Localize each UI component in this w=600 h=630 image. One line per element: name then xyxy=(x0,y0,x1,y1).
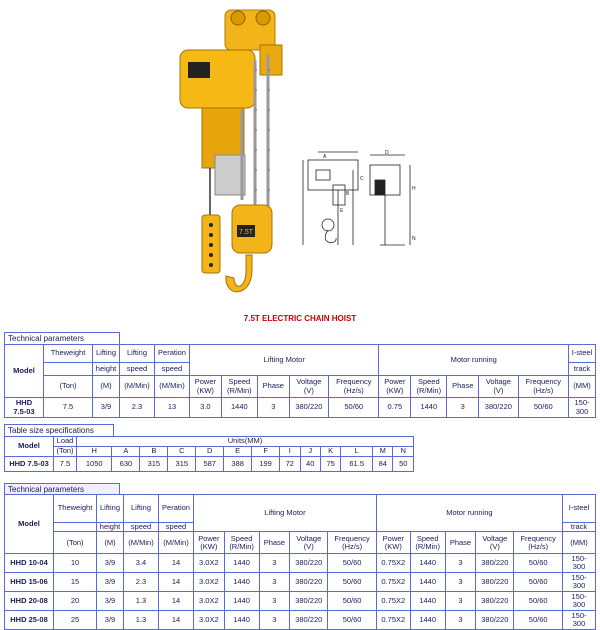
col-model: Model xyxy=(5,437,54,457)
col-units: Units(MM) xyxy=(77,437,414,447)
cell: D xyxy=(196,447,224,457)
cell-track xyxy=(563,611,596,630)
cell-mr-freq: 50/60 xyxy=(514,573,563,592)
cell: B xyxy=(140,447,168,457)
cell xyxy=(289,376,328,398)
cell-mr-voltage: 380/220 xyxy=(476,554,514,573)
freq-label: Frequency xyxy=(525,377,561,387)
cell-lm-freq: 50/60 xyxy=(328,554,377,573)
power-label: Power xyxy=(384,377,406,387)
voltage-unit: (V) xyxy=(493,385,504,395)
cell-track xyxy=(563,592,596,611)
cell: Phase xyxy=(447,376,479,398)
col-lift-height: Lifting xyxy=(97,495,124,523)
cell-lm-power: 3.0X2 xyxy=(194,592,225,611)
cell-lift-h: 3/9 xyxy=(97,573,124,592)
power-label: Power xyxy=(194,377,217,387)
cell: 1050 xyxy=(77,457,112,472)
col-op-speed: Peration xyxy=(159,495,194,523)
cell: (M) xyxy=(97,532,124,554)
freq-unit: (Hz/s) xyxy=(528,541,549,551)
cell: track xyxy=(563,523,596,532)
cell: 3/9 xyxy=(93,398,120,418)
cell-mr-power: 0.75X2 xyxy=(376,573,410,592)
cell-mr-speed: 1440 xyxy=(410,611,445,630)
cell-lm-speed: 1440 xyxy=(224,573,259,592)
speed-unit: (R/Min) xyxy=(229,541,254,551)
cell: 3.0 xyxy=(190,398,222,418)
col-lift-height: Lifting xyxy=(93,345,120,363)
speed-unit: (R/Min) xyxy=(415,541,440,551)
cell xyxy=(410,532,445,554)
track-line2: 300 xyxy=(575,406,589,416)
cell-op-s: 14 xyxy=(159,592,194,611)
cell: 50 xyxy=(393,457,414,472)
table-row xyxy=(5,592,596,611)
cell-mr-power: 0.75X2 xyxy=(376,554,410,573)
table-row xyxy=(5,457,414,472)
cell-track xyxy=(563,573,596,592)
cell xyxy=(411,376,447,398)
speed-unit: (R/Min) xyxy=(227,385,252,395)
cell: H xyxy=(77,447,112,457)
cell: L xyxy=(341,447,373,457)
cell-weight: 20 xyxy=(54,592,97,611)
col-track: I-steel xyxy=(563,495,596,523)
table3-title: Technical parameters xyxy=(4,483,120,495)
speed-label: Speed xyxy=(230,533,253,543)
cell xyxy=(479,376,518,398)
cell-lift-s: 3.4 xyxy=(124,554,159,573)
cell: 388 xyxy=(224,457,252,472)
cell: A xyxy=(112,447,140,457)
cell: 7.5 xyxy=(44,398,93,418)
track-line2: 300 xyxy=(572,600,586,610)
track-line1: 150- xyxy=(571,573,587,582)
model-line2: 7.5-03 xyxy=(13,406,35,416)
cell-mr-voltage: 380/220 xyxy=(476,611,514,630)
track-line1: 150- xyxy=(574,398,590,408)
cell: (M/Min) xyxy=(159,532,194,554)
cell-lift-h: 3/9 xyxy=(97,554,124,573)
cell: 380/220 xyxy=(479,398,518,418)
cell: 7.5 xyxy=(54,457,77,472)
hook xyxy=(226,255,252,292)
cell-lm-power: 3.0X2 xyxy=(194,611,225,630)
size-spec-table xyxy=(4,436,414,472)
table-row xyxy=(5,573,596,592)
voltage-unit: (V) xyxy=(489,541,500,551)
table2-title: Table size specifications xyxy=(4,424,114,436)
col-track: I-steel xyxy=(569,345,596,363)
cell: J xyxy=(300,447,320,457)
col-model: Model xyxy=(5,495,54,554)
cell: E xyxy=(224,447,252,457)
cell-mr-voltage: 380/220 xyxy=(476,592,514,611)
cell xyxy=(569,398,596,418)
cell-mr-freq: 50/60 xyxy=(514,554,563,573)
cell: (MM) xyxy=(563,532,596,554)
cell: 61.5 xyxy=(341,457,373,472)
freq-label: Frequency xyxy=(520,533,556,543)
speed-label: Speed xyxy=(416,533,439,543)
cell-lift-h: 3/9 xyxy=(97,611,124,630)
cell xyxy=(224,532,259,554)
cell-lift-s: 2.3 xyxy=(124,573,159,592)
cell: 13 xyxy=(155,398,190,418)
cell-mr-phase: 3 xyxy=(445,611,476,630)
cell xyxy=(194,532,225,554)
speed-unit: (R/Min) xyxy=(416,385,442,395)
cell-lm-voltage: 380/220 xyxy=(290,554,328,573)
dim-label: B xyxy=(346,191,350,197)
nameplate xyxy=(188,62,210,78)
cell: 2.3 xyxy=(120,398,155,418)
cell: track xyxy=(569,363,596,376)
cell: 84 xyxy=(373,457,393,472)
capacity-badge: 7.5T xyxy=(239,229,254,236)
track-line1: 150- xyxy=(571,554,587,563)
model-line1: HHD xyxy=(15,398,33,408)
cell-mr-speed: 1440 xyxy=(410,573,445,592)
col-weight: Theweight xyxy=(44,345,93,363)
cell-mr-power: 0.75X2 xyxy=(376,611,410,630)
freq-unit: (Hz/s) xyxy=(343,385,364,395)
cell-mr-speed: 1440 xyxy=(410,592,445,611)
voltage-label: Voltage xyxy=(296,533,322,543)
cell: 1440 xyxy=(221,398,257,418)
cell: speed xyxy=(120,363,155,376)
cell-mr-voltage: 380/220 xyxy=(476,573,514,592)
cell: K xyxy=(320,447,340,457)
cell-mr-power: 0.75X2 xyxy=(376,592,410,611)
power-unit: (KW) xyxy=(384,541,402,551)
cell-lm-freq: 50/60 xyxy=(328,611,377,630)
track-line2: 300 xyxy=(572,562,586,572)
track-line1: 150- xyxy=(571,611,587,620)
power-unit: (KW) xyxy=(200,541,218,551)
table-row xyxy=(5,554,596,573)
freq-unit: (Hz/s) xyxy=(342,541,363,551)
cell-lift-h: 3/9 xyxy=(97,592,124,611)
speed-label: Speed xyxy=(228,377,251,387)
cell xyxy=(518,376,568,398)
cell xyxy=(514,532,563,554)
cell-lm-power: 3.0X2 xyxy=(194,573,225,592)
cell-lm-phase: 3 xyxy=(259,592,290,611)
cell: 380/220 xyxy=(289,398,328,418)
col-lifting-motor: Lifting Motor xyxy=(190,345,379,376)
col-motor-running: Motor running xyxy=(376,495,562,532)
cell xyxy=(190,376,222,398)
cell-mr-freq: 50/60 xyxy=(514,611,563,630)
cell-lm-phase: 3 xyxy=(259,573,290,592)
col-load: Load xyxy=(54,437,77,447)
voltage-label: Voltage xyxy=(482,533,508,543)
cell: (M/Min) xyxy=(120,376,155,398)
voltage-label: Voltage xyxy=(485,377,511,387)
cell-op-s: 14 xyxy=(159,611,194,630)
cell: 0.75 xyxy=(379,398,411,418)
cell-weight: 25 xyxy=(54,611,97,630)
cell xyxy=(379,376,411,398)
cell: speed xyxy=(159,523,194,532)
cell: 199 xyxy=(252,457,280,472)
cell: 40 xyxy=(300,457,320,472)
cell: 1440 xyxy=(411,398,447,418)
hoist-photo xyxy=(160,0,300,305)
cell-lift-s: 1.3 xyxy=(124,611,159,630)
cell: 315 xyxy=(140,457,168,472)
track-line2: 300 xyxy=(572,581,586,591)
cell: HHD 7.5-03 xyxy=(5,457,54,472)
cell-lm-phase: 3 xyxy=(259,554,290,573)
cell: height xyxy=(97,523,124,532)
cell: I xyxy=(280,447,300,457)
front-view-drawing xyxy=(360,150,430,255)
cell: 315 xyxy=(168,457,196,472)
cell: height xyxy=(93,363,120,376)
power-unit: (KW) xyxy=(386,385,404,395)
cell-weight: 15 xyxy=(54,573,97,592)
cell: 50/60 xyxy=(329,398,379,418)
cell: Phase xyxy=(445,532,476,554)
cell-track xyxy=(563,554,596,573)
cell: M xyxy=(373,447,393,457)
cell-lm-phase: 3 xyxy=(259,611,290,630)
power-unit: (KW) xyxy=(196,385,214,395)
cell-model: HHD 20-08 xyxy=(5,592,54,611)
cell xyxy=(328,532,377,554)
cell: (MM) xyxy=(569,376,596,398)
cell-lm-freq: 50/60 xyxy=(328,573,377,592)
motor-housing xyxy=(180,50,255,108)
speed-label: Speed xyxy=(417,377,440,387)
col-weight: Theweight xyxy=(54,495,97,523)
cell-lm-freq: 50/60 xyxy=(328,592,377,611)
cell: F xyxy=(252,447,280,457)
freq-label: Frequency xyxy=(334,533,370,543)
cell-lm-speed: 1440 xyxy=(224,611,259,630)
product-caption: 7.5T ELECTRIC CHAIN HOIST xyxy=(243,314,357,323)
voltage-label: Voltage xyxy=(296,377,322,387)
track-line2: 300 xyxy=(572,619,586,629)
cell: 3 xyxy=(447,398,479,418)
cell-model: HHD 25-08 xyxy=(5,611,54,630)
cell-op-s: 14 xyxy=(159,554,194,573)
dim-label: D xyxy=(385,150,389,156)
cell-lm-voltage: 380/220 xyxy=(290,592,328,611)
cell: (M/Min) xyxy=(155,376,190,398)
cell-lm-speed: 1440 xyxy=(224,592,259,611)
col-motor-running: Motor running xyxy=(379,345,569,376)
cell-mr-freq: 50/60 xyxy=(514,592,563,611)
cell xyxy=(329,376,379,398)
table-row xyxy=(5,611,596,630)
cell: 3 xyxy=(257,398,289,418)
power-label: Power xyxy=(382,533,404,543)
voltage-unit: (V) xyxy=(303,541,314,551)
dim-label: H xyxy=(412,186,416,192)
cell: (Ton) xyxy=(54,532,97,554)
freq-unit: (Hz/s) xyxy=(533,385,554,395)
power-label: Power xyxy=(198,533,220,543)
cell: (Ton) xyxy=(44,376,93,398)
col-lifting-motor: Lifting Motor xyxy=(194,495,377,532)
cell: 587 xyxy=(196,457,224,472)
col-model: Model xyxy=(5,345,44,398)
table-row xyxy=(5,398,596,418)
cell: Phase xyxy=(257,376,289,398)
cell xyxy=(290,532,328,554)
cell-model: HHD 10-04 xyxy=(5,554,54,573)
table1-title: Technical parameters xyxy=(4,332,120,344)
cell: speed xyxy=(155,363,190,376)
cell-lift-s: 1.3 xyxy=(124,592,159,611)
cell-lm-voltage: 380/220 xyxy=(290,573,328,592)
cell: C xyxy=(168,447,196,457)
cell: 50/60 xyxy=(518,398,568,418)
cell-mr-phase: 3 xyxy=(445,554,476,573)
dim-label: A xyxy=(323,154,327,160)
tech-params-table-2 xyxy=(4,494,596,630)
cell-weight: 10 xyxy=(54,554,97,573)
cell-mr-speed: 1440 xyxy=(410,554,445,573)
cell xyxy=(221,376,257,398)
col-op-speed: Peration xyxy=(155,345,190,363)
dim-label: E xyxy=(340,208,344,214)
cell: 75 xyxy=(320,457,340,472)
cell-lm-power: 3.0X2 xyxy=(194,554,225,573)
cell: 630 xyxy=(112,457,140,472)
col-lift-speed: Lifting xyxy=(120,345,155,363)
cell xyxy=(376,532,410,554)
cell-lm-voltage: 380/220 xyxy=(290,611,328,630)
dim-label: N xyxy=(412,236,416,242)
cell-mr-phase: 3 xyxy=(445,573,476,592)
cell: Phase xyxy=(259,532,290,554)
cell: (Ton) xyxy=(54,447,77,457)
cell: (M) xyxy=(93,376,120,398)
cell-model: HHD 15-06 xyxy=(5,573,54,592)
dim-label: C xyxy=(360,176,364,182)
cell-lm-speed: 1440 xyxy=(224,554,259,573)
cell: (M/Min) xyxy=(124,532,159,554)
cell: 72 xyxy=(280,457,300,472)
col-lift-speed: Lifting xyxy=(124,495,159,523)
tech-params-table-1 xyxy=(4,344,596,418)
cell: N xyxy=(393,447,414,457)
freq-label: Frequency xyxy=(336,377,372,387)
voltage-unit: (V) xyxy=(303,385,314,395)
cell: speed xyxy=(124,523,159,532)
track-line1: 150- xyxy=(571,592,587,601)
cell xyxy=(476,532,514,554)
cell-mr-phase: 3 xyxy=(445,592,476,611)
cell-op-s: 14 xyxy=(159,573,194,592)
